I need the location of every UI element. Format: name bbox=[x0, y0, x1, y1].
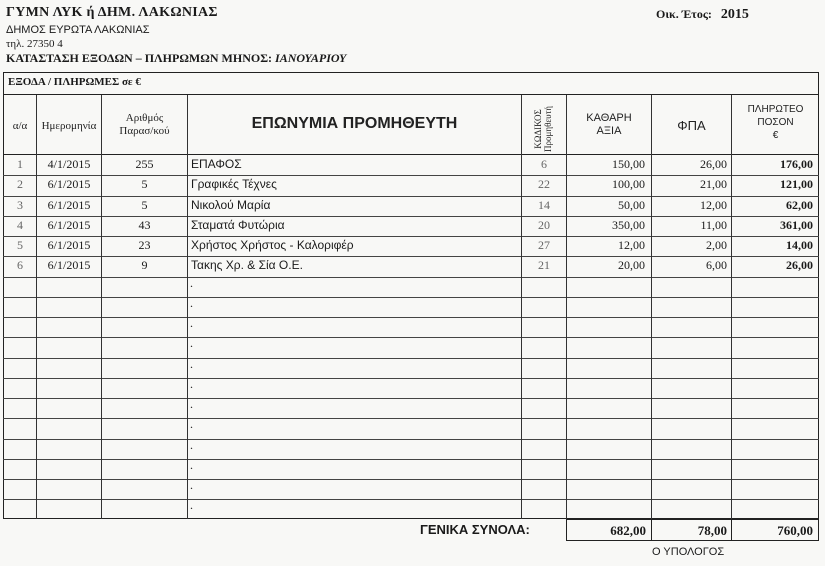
empty-row-mark: . bbox=[190, 478, 193, 492]
col-header-code bbox=[533, 100, 553, 158]
row-doc-number: 9 bbox=[141, 258, 148, 273]
row-divider bbox=[3, 459, 819, 460]
row-date: 6/1/2015 bbox=[47, 197, 91, 212]
fiscal-year bbox=[656, 7, 749, 23]
row-aa: 3 bbox=[17, 197, 23, 212]
row-doc-number: 23 bbox=[138, 238, 151, 252]
totals-vat: 78,00 bbox=[697, 523, 727, 538]
col-divider bbox=[187, 95, 188, 519]
row-supplier: Τακης Χρ. & Σία Ο.Ε. bbox=[191, 258, 303, 273]
col-header-supplier: ΕΠΩΝΥΜΙΑ ΠΡΟΜΗΘΕΥΤΗ bbox=[251, 115, 458, 132]
expenses-table bbox=[3, 72, 819, 519]
report-month: ΙΑΝΟΥΑΡΙΟΥ bbox=[275, 51, 347, 65]
row-divider bbox=[3, 499, 819, 500]
empty-row-mark: . bbox=[190, 457, 193, 472]
fiscal-year-label: Οικ. Έτος: bbox=[656, 7, 712, 21]
empty-row-mark: . bbox=[190, 437, 193, 452]
empty-row-mark: . bbox=[190, 316, 193, 330]
signature-title: Ο ΥΠΟΛΟΓΟΣ bbox=[652, 546, 725, 558]
row-payable: 121,00 bbox=[780, 177, 813, 192]
row-aa: 5 bbox=[17, 238, 23, 252]
row-divider bbox=[3, 196, 819, 197]
row-supplier-code: 22 bbox=[538, 177, 550, 192]
empty-row-mark: . bbox=[190, 336, 193, 351]
empty-row-mark: . bbox=[190, 417, 193, 432]
header-divider bbox=[3, 154, 819, 155]
col-header-payable-line1: ΠΛΗΡΩΤΕΟ bbox=[747, 104, 804, 115]
row-divider bbox=[3, 175, 819, 176]
row-divider bbox=[3, 277, 819, 278]
row-supplier: Χρήστος Χρήστος - Καλοριφέρ bbox=[191, 238, 354, 252]
empty-row-mark: . bbox=[190, 295, 193, 310]
report-title bbox=[6, 51, 346, 66]
row-aa: 2 bbox=[17, 177, 23, 192]
row-vat: 6,00 bbox=[706, 258, 727, 273]
row-aa: 4 bbox=[17, 217, 23, 232]
school-name: ΓΥΜΝ ΛΥΚ ή ΔΗΜ. ΛΑΚΩΝΙΑΣ bbox=[6, 5, 218, 20]
empty-row-mark: . bbox=[190, 397, 193, 411]
row-date: 6/1/2015 bbox=[47, 258, 91, 273]
col-header-code-line2: Προμηθευτή bbox=[543, 106, 553, 152]
row-doc-number: 5 bbox=[141, 177, 148, 192]
col-header-doc-no-line2: Παρασ/κού bbox=[119, 125, 170, 137]
row-date: 6/1/2015 bbox=[47, 217, 91, 232]
row-date: 4/1/2015 bbox=[47, 157, 91, 171]
row-aa: 6 bbox=[17, 258, 23, 273]
row-divider bbox=[3, 358, 819, 359]
col-header-date: Ημερομηνία bbox=[41, 120, 97, 132]
col-header-payable bbox=[732, 103, 819, 142]
table-caption: ΕΞΟΔΑ / ΠΛΗΡΩΜΕΣ σε € bbox=[8, 76, 141, 88]
row-divider bbox=[3, 479, 819, 480]
row-divider bbox=[3, 216, 819, 217]
caption-divider bbox=[3, 94, 819, 95]
row-supplier-code: 27 bbox=[538, 238, 550, 252]
row-doc-number: 43 bbox=[138, 217, 151, 232]
row-supplier-code: 6 bbox=[541, 157, 547, 171]
col-header-net bbox=[567, 112, 651, 138]
row-payable: 14,00 bbox=[786, 238, 813, 252]
row-net-value: 350,00 bbox=[612, 217, 645, 232]
col-header-doc-no-line1: Αριθμός bbox=[125, 112, 164, 124]
row-supplier-code: 20 bbox=[538, 217, 550, 232]
empty-row-mark: . bbox=[190, 356, 193, 371]
row-divider bbox=[3, 256, 819, 257]
row-supplier: ΕΠΑΦΟΣ bbox=[191, 157, 242, 171]
row-payable: 361,00 bbox=[780, 217, 813, 232]
row-supplier-code: 21 bbox=[538, 258, 550, 273]
col-header-code-line1: ΚΩΔΙΚΟΣ bbox=[533, 109, 543, 149]
row-divider bbox=[3, 297, 819, 298]
row-divider bbox=[3, 317, 819, 318]
totals-label: ΓΕΝΙΚΑ ΣΥΝΟΛΑ: bbox=[420, 522, 530, 537]
row-vat: 11,00 bbox=[700, 217, 727, 232]
row-net-value: 150,00 bbox=[612, 157, 645, 171]
row-net-value: 100,00 bbox=[612, 177, 645, 192]
col-header-payable-line2: ΠΟΣΟΝ bbox=[757, 117, 794, 128]
row-supplier: Σταματά Φυτώρια bbox=[191, 217, 285, 232]
col-header-payable-line3: € bbox=[772, 130, 779, 141]
col-header-aa: α/α bbox=[12, 120, 28, 132]
row-net-value: 50,00 bbox=[618, 197, 645, 212]
row-vat: 21,00 bbox=[700, 177, 727, 192]
row-supplier-code: 14 bbox=[538, 197, 550, 212]
row-aa: 1 bbox=[17, 157, 23, 171]
empty-row-mark: . bbox=[190, 376, 193, 391]
row-divider bbox=[3, 418, 819, 419]
fiscal-year-value: 2015 bbox=[720, 7, 749, 22]
row-doc-number: 255 bbox=[135, 157, 154, 171]
empty-row-mark: . bbox=[190, 498, 193, 513]
row-date: 6/1/2015 bbox=[47, 238, 91, 252]
row-payable: 62,00 bbox=[786, 197, 813, 212]
row-doc-number: 5 bbox=[141, 197, 148, 212]
row-date: 6/1/2015 bbox=[47, 177, 91, 192]
row-payable: 26,00 bbox=[786, 258, 813, 273]
row-divider bbox=[3, 337, 819, 338]
row-vat: 2,00 bbox=[706, 238, 727, 252]
row-supplier: Γραφικές Τέχνες bbox=[191, 177, 277, 192]
row-divider bbox=[3, 236, 819, 237]
totals-net: 682,00 bbox=[610, 523, 646, 538]
row-divider bbox=[3, 398, 819, 399]
col-header-net-line2: ΑΞΙΑ bbox=[596, 125, 622, 137]
totals-payable: 760,00 bbox=[777, 523, 813, 538]
municipality-name: ΔΗΜΟΣ ΕΥΡΩΤΑ ΛΑΚΩΝΙΑΣ bbox=[6, 24, 150, 36]
col-header-vat: ΦΠΑ bbox=[677, 118, 706, 133]
phone-number: τηλ. 27350 4 bbox=[6, 38, 63, 50]
row-payable: 176,00 bbox=[780, 157, 813, 171]
row-vat: 12,00 bbox=[700, 197, 727, 212]
row-net-value: 20,00 bbox=[618, 258, 645, 273]
report-title-prefix: ΚΑΤΑΣΤΑΣΗ ΕΞΟΔΩΝ – ΠΛΗΡΩΜΩΝ ΜΗΝΟΣ: bbox=[6, 51, 273, 65]
col-header-net-line1: ΚΑΘΑΡΗ bbox=[586, 112, 632, 124]
empty-row-mark: . bbox=[190, 275, 193, 290]
row-divider bbox=[3, 378, 819, 379]
col-header-doc-no bbox=[102, 112, 187, 138]
row-supplier: Νικολού Μαρία bbox=[191, 197, 271, 212]
row-vat: 26,00 bbox=[700, 157, 727, 171]
row-net-value: 12,00 bbox=[618, 238, 645, 252]
row-divider bbox=[3, 439, 819, 440]
